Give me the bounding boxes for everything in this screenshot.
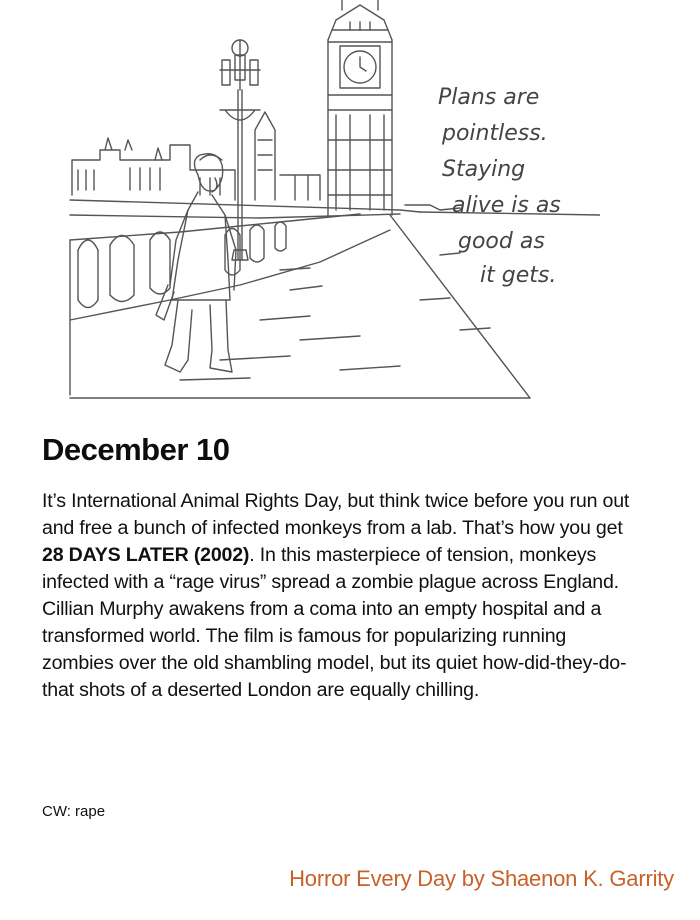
caption-line-3: Staying — [442, 157, 526, 182]
entry-text-after: . In this masterpiece of tension, monkeys infected with a “rage virus” spread a zombie plague across England. Cillian Murphy awakens from a coma into an empty hospital and a transformed world. The film is famous for popularizing running zombies over the old shambling model, but its quiet how-did-they-do-that shots of a deserted London are equally chilling. — [42, 544, 627, 701]
entry-date-heading: December 10 — [42, 432, 230, 467]
walking-man — [156, 154, 236, 372]
caption-line-2: pointless. — [442, 121, 548, 146]
caption-line-6: it gets. — [480, 263, 557, 288]
illustration-london-bridge — [60, 0, 600, 410]
content-warning: CW: rape — [42, 803, 106, 820]
caption-line-1: Plans are — [438, 85, 540, 110]
film-title: 28 DAYS LATER (2002) — [42, 544, 250, 566]
entry-text-before: It’s International Animal Rights Day, but think twice before you run out and free a bunch of infected monkeys from a lab. That’s how you get — [42, 490, 630, 539]
big-ben-tower — [328, 0, 392, 215]
entry-body-text — [42, 488, 642, 704]
bridge-parapet — [70, 200, 420, 395]
handwritten-caption — [438, 85, 561, 288]
caption-line-5: good as — [458, 229, 545, 254]
series-credit: Horror Every Day by Shaenon K. Garrity — [289, 866, 674, 891]
caption-line-4: alive is as — [452, 193, 561, 218]
sketch-drawing — [60, 0, 600, 410]
parliament-buildings — [72, 112, 320, 200]
